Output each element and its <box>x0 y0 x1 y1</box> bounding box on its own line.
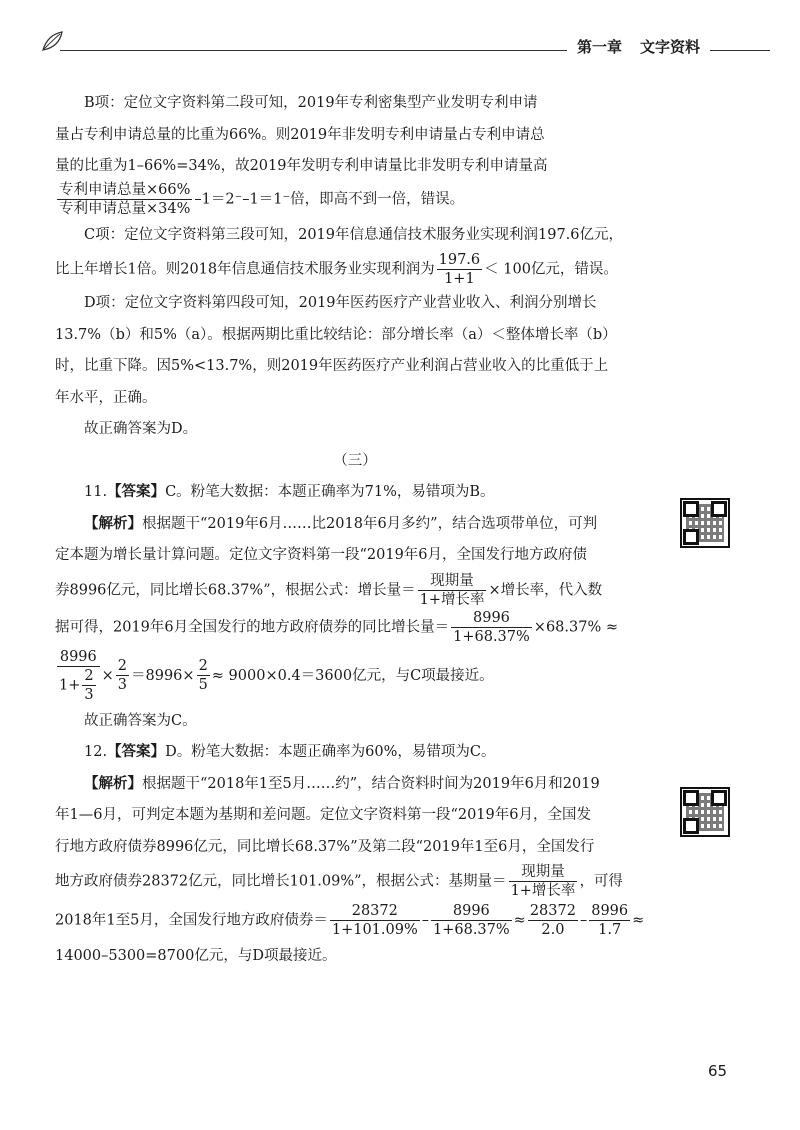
b-fraction-den: 专利申请总量×34% <box>59 200 191 217</box>
c-fraction-den: 1+1 <box>444 271 475 287</box>
q12-analysis-tag: 【解析】 <box>84 775 142 792</box>
q11-formula-text: 券8996亿元，同比增长68.37%”，根据公式：增长量＝ <box>55 582 416 598</box>
q11-answer-text: C。粉笔大数据：本题正确率为71%，易错项为B。 <box>165 484 495 500</box>
q12-minus-1: – <box>421 912 429 929</box>
q12-f2-num: 28372 <box>330 902 420 921</box>
q12-approx-2: ≈ <box>632 912 645 929</box>
q12-f4-den: 2.0 <box>541 922 565 938</box>
section-mark: （三） <box>333 452 377 469</box>
q11-analysis-text: 根据题干“2019年6月……比2018年6月多约”，结合选项带单位，可判 <box>142 515 598 532</box>
c-item-line2 <box>55 251 655 288</box>
q11-f5-fraction <box>197 657 210 694</box>
b-fraction-num: 专利申请总量×66% <box>59 181 191 198</box>
b-item-line2: 量占专利申请总量的比重为66%。则2019年非发明专利申请量占专利申请总 <box>55 126 545 143</box>
q11-analysis-line2: 定本题为增长量计算问题。定位文字资料第一段“2019年6月，全国发行地方政府债 <box>55 547 588 563</box>
q11-formula-fraction <box>418 572 487 609</box>
c-item-line1: C项：定位文字资料第三段可知，2019年信息通信技术服务业实现利润197.6亿元， <box>84 226 624 243</box>
q11-calc-text: 据可得，2019年6月全国发行的地方政府债券的同比增长量＝ <box>55 619 450 635</box>
q12-f4-fraction <box>528 902 578 939</box>
q11-number: 11. <box>84 484 108 500</box>
q11-f3-num: 8996 <box>57 648 100 667</box>
q12-answer-tag: 【答案】 <box>107 744 166 760</box>
q12-formula-text: 地方政府债券28372亿元，同比增长101.09%”，根据公式：基期量＝ <box>55 873 507 890</box>
q12-analysis-line3: 行地方政府债券8996亿元，同比增长68.37%”及第二段“2019年1至6月，全国发行 <box>55 838 595 855</box>
qr-corner <box>683 818 699 834</box>
q11-f4-num: 2 <box>117 658 127 674</box>
q12-calc-text: 2018年1至5月，全国发行地方政府债券＝ <box>55 912 328 929</box>
c-item-tail: ＜ 100亿元，错误。 <box>484 261 618 278</box>
c-item-text: 比上年增长1倍。则2018年信息通信技术服务业实现利润为 <box>55 261 435 278</box>
q12-analysis-line2: 年1—6月，可判定本题为基期和差问题。定位文字资料第一段“2019年6月，全国发 <box>55 807 591 823</box>
d-item-line1: D项：定位文字资料第四段可知，2019年医药医疗产业营业收入、利润分别增长 <box>84 295 597 311</box>
q12-approx-1: ≈ <box>513 912 526 929</box>
q11-calc-fraction <box>451 609 532 646</box>
q12-f5-den: 1.7 <box>598 922 622 938</box>
q12-answer-text: D。粉笔大数据：本题正确率为60%，易错项为C。 <box>165 744 496 760</box>
page-header <box>40 28 770 58</box>
q11-eq: ＝8996× <box>131 667 195 684</box>
qr-corner <box>683 529 699 545</box>
q11-f2-den: 1+68.37% <box>453 628 530 645</box>
q11-f3-den <box>57 667 100 704</box>
q11-f3-fraction <box>57 648 100 704</box>
b-item-line1: B项：定位文字资料第二段可知，2019年专利密集型产业发明专利申请 <box>84 95 538 111</box>
q11-analysis-line1 <box>55 509 655 541</box>
d-item-line3: 时，比重下降。因5%<13.7%，则2019年医药医疗产业利润占营业收入的比重低于上 <box>55 358 609 374</box>
q11-f4-fraction <box>116 657 129 694</box>
d-item-line2: 13.7%（b）和5%（a）。根据两期比重比较结论：部分增长率（a）＜整体增长率（b） <box>55 326 617 343</box>
q12-result: 14000–5300=8700亿元，与D项最接近。 <box>55 948 337 964</box>
c-fraction <box>437 251 483 288</box>
q12-formula-tail: ，可得 <box>579 873 623 890</box>
q12-f5-fraction <box>589 902 630 939</box>
q12-minus-2: – <box>579 912 588 929</box>
q12-f5-num: 8996 <box>591 903 629 919</box>
chapter-label: 第一章 <box>576 38 622 56</box>
q12-formula-fraction <box>509 863 578 900</box>
qr-corner <box>683 790 699 806</box>
q11-calc-tail: ×68.37% ≈ <box>533 619 618 635</box>
q11-analysis-line4 <box>55 609 655 646</box>
q12-answer <box>55 737 655 769</box>
q11-analysis-line3 <box>55 572 655 609</box>
q12-f3-num: 8996 <box>431 902 512 921</box>
q12-f3-den: 1+68.37% <box>433 922 510 938</box>
conclusion-c: 故正确答案为C。 <box>84 712 197 729</box>
q11-f5-den: 5 <box>198 677 208 693</box>
chapter-title <box>567 36 710 57</box>
q12-analysis-line1 <box>55 769 655 801</box>
q12-f2-den: 1+101.09% <box>331 922 418 938</box>
q11-f3-inner-den: 3 <box>84 686 94 703</box>
q11-f1-num: 现期量 <box>418 572 487 591</box>
qr-corner <box>683 501 699 517</box>
q12-number: 12. <box>84 744 108 760</box>
q11-f1-den: 1+增长率 <box>419 591 485 608</box>
section-label: 文字资料 <box>639 38 700 56</box>
page-number: 65 <box>708 1062 728 1080</box>
qr-corner <box>711 790 727 806</box>
q11-f4-den: 3 <box>117 677 127 693</box>
conclusion-d: 故正确答案为D。 <box>84 421 198 437</box>
b-item-tail: –1＝2⁻–1＝1⁻倍，即高不到一倍，错误。 <box>194 191 465 207</box>
qr-code-icon-q12[interactable] <box>680 787 730 837</box>
d-item-line4: 年水平，正确。 <box>55 389 157 406</box>
q11-f5-num: 2 <box>198 658 208 674</box>
b-item-formula <box>55 181 655 218</box>
q12-f1-num: 现期量 <box>509 863 578 882</box>
q11-analysis-tag: 【解析】 <box>84 515 142 532</box>
q12-f1-den: 1+增长率 <box>510 883 576 899</box>
q12-analysis-line4 <box>55 863 655 900</box>
b-fraction <box>57 181 192 218</box>
qr-code-icon-q11[interactable] <box>680 498 730 548</box>
q11-f3-inner-num: 2 <box>84 667 94 684</box>
q11-result: ≈ 9000×0.4＝3600亿元，与C项最接近。 <box>211 667 494 684</box>
q11-analysis-line5 <box>55 648 655 704</box>
b-item-line3: 量的比重为1–66%=34%，故2019年发明专利申请量比非发明专利申请量高 <box>55 158 548 174</box>
q11-f3-den-a: 1+ <box>59 677 81 693</box>
q12-analysis-text: 根据题干“2018年1至5月……约”，结合资料时间为2019年6月和2019 <box>142 775 600 792</box>
q11-formula-tail: ×增长率，代入数 <box>488 582 603 598</box>
qr-corner <box>711 501 727 517</box>
q12-f2-fraction <box>330 902 420 939</box>
q11-times: × <box>101 667 114 684</box>
q12-f4-num: 28372 <box>529 903 576 919</box>
q11-answer-tag: 【答案】 <box>107 484 166 500</box>
q11-f2-num: 8996 <box>451 609 532 628</box>
c-fraction-num: 197.6 <box>438 252 481 268</box>
q12-analysis-line5 <box>55 902 655 939</box>
q12-f3-fraction <box>431 902 512 939</box>
page-content <box>55 88 655 973</box>
q11-answer <box>55 477 655 509</box>
q11-f3-inner-fraction <box>82 667 95 704</box>
